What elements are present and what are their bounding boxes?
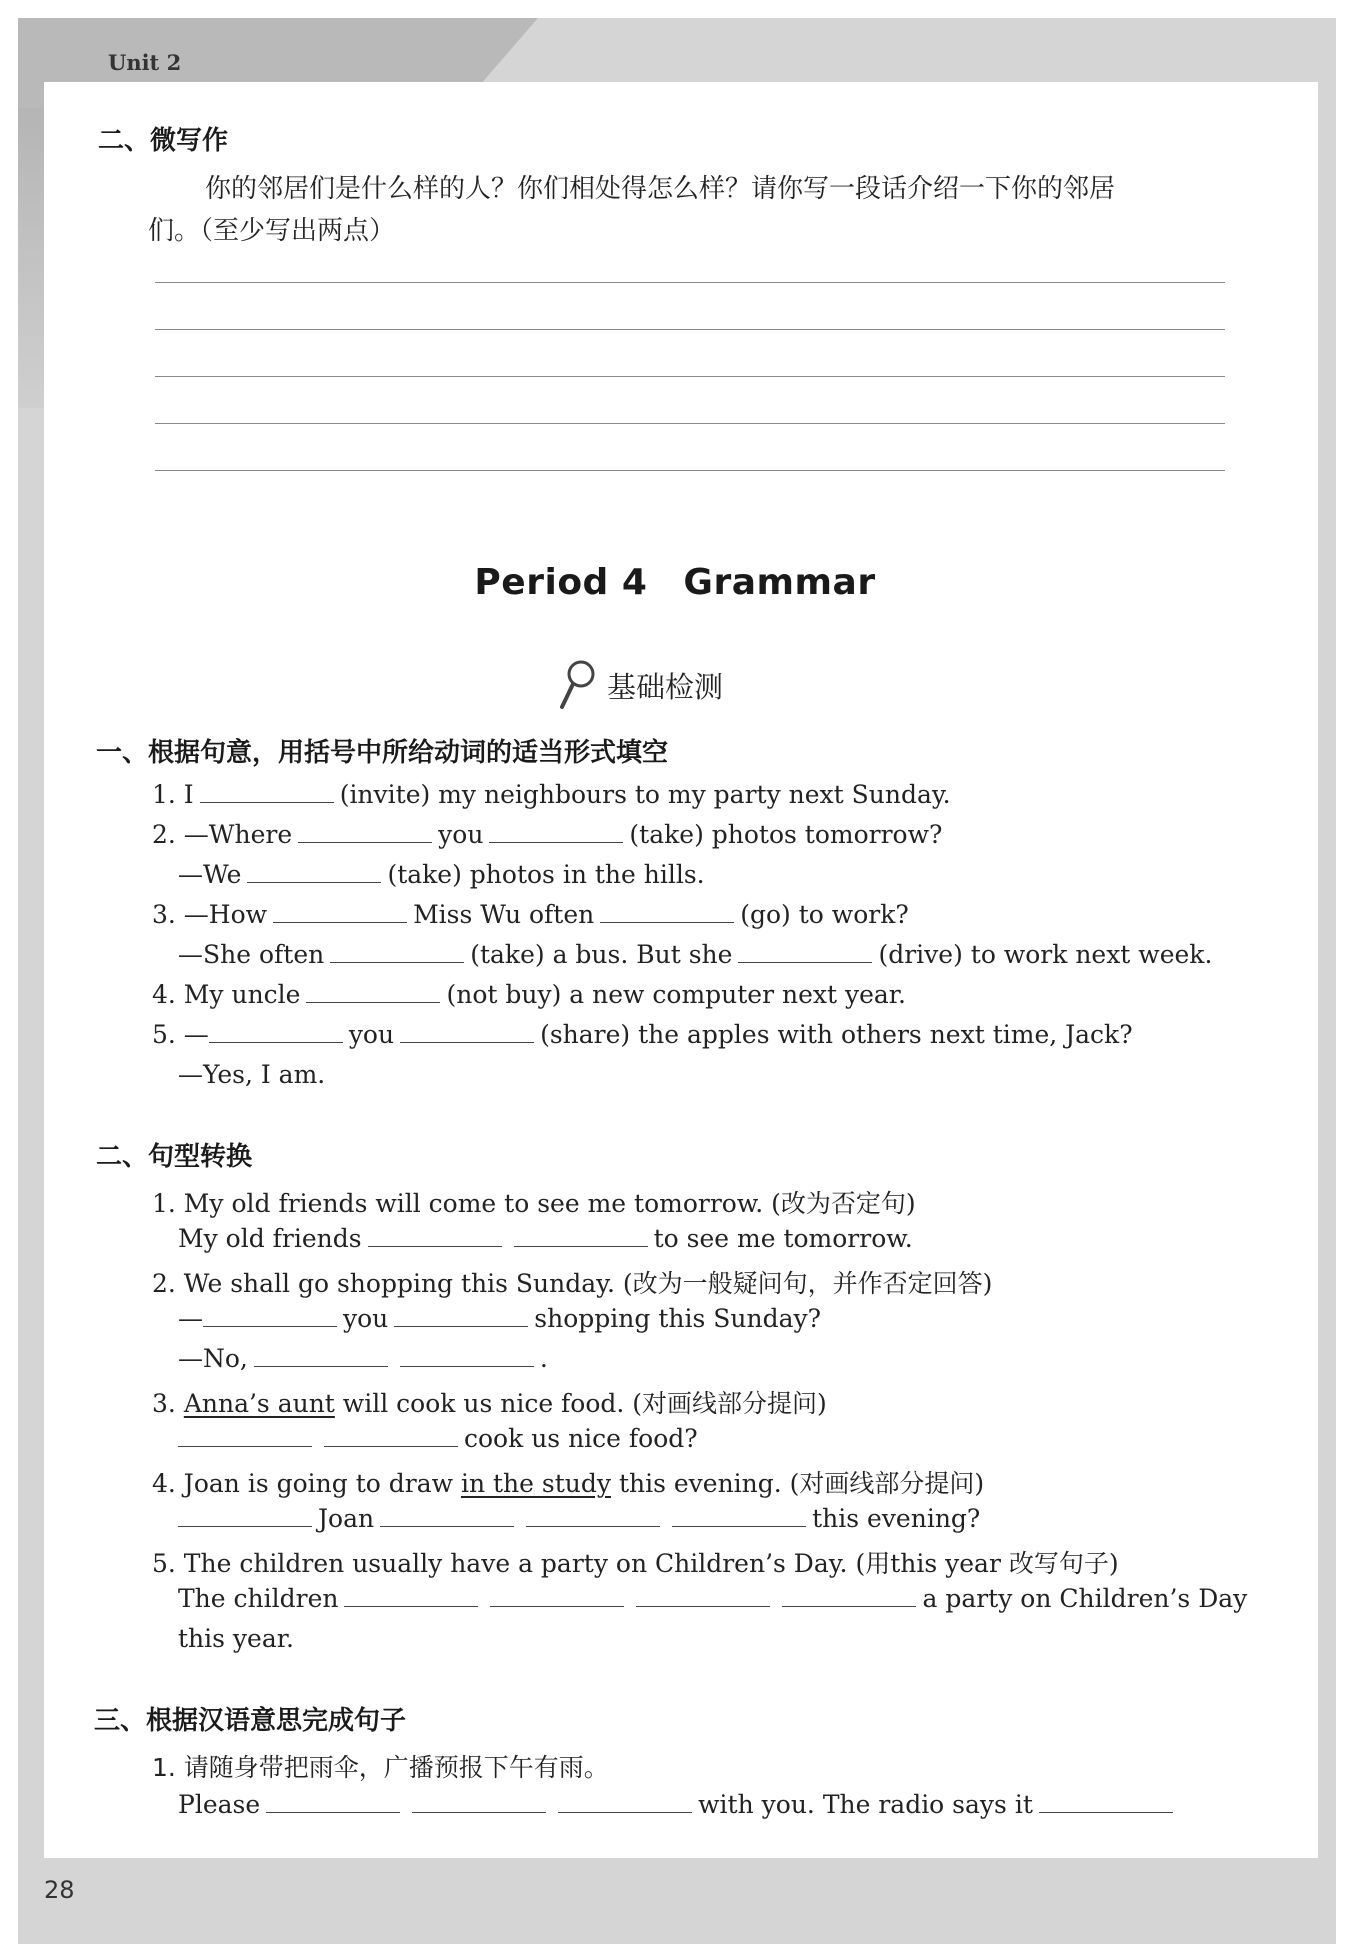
answer-blank[interactable]: [400, 1344, 534, 1367]
answer-blank[interactable]: [254, 1344, 388, 1367]
answer-blank[interactable]: [247, 860, 381, 883]
writing-line[interactable]: [155, 423, 1225, 424]
p1-q1: 1. I (invite) my neighbours to my party next Sunday.: [152, 780, 951, 809]
p2-q1-answer: My old friends to see me tomorrow.: [178, 1224, 913, 1253]
underlined-phrase: Anna’s aunt: [183, 1389, 335, 1418]
answer-blank[interactable]: [266, 1790, 400, 1813]
answer-blank[interactable]: [600, 900, 734, 923]
p2-q2: 2. We shall go shopping this Sunday. (改为一般疑问句，并作否定回答): [152, 1269, 993, 1298]
p3-q1: 1. 请随身带把雨伞，广播预报下午有雨。: [152, 1753, 609, 1782]
answer-blank[interactable]: [672, 1504, 806, 1527]
part1-heading: 一、根据句意，用括号中所给动词的适当形式填空: [96, 738, 669, 768]
p1-q3: 3. —How Miss Wu often (go) to work?: [152, 900, 909, 929]
p1-q2: 2. —Where you (take) photos tomorrow?: [152, 820, 943, 849]
p3-q1-answer: Please with you. The radio says it: [178, 1790, 1179, 1819]
p2-q5: 5. The children usually have a party on Children’s Day. (用this year 改写句子): [152, 1549, 1119, 1578]
p2-q1: 1. My old friends will come to see me tomorrow. (改为否定句): [152, 1189, 916, 1218]
period-number: Period 4: [474, 562, 648, 603]
p1-q2-reply: —We (take) photos in the hills.: [178, 860, 705, 889]
p1-q4: 4. My uncle (not buy) a new computer next year.: [152, 980, 906, 1009]
basic-check-heading: [555, 655, 723, 715]
writing-prompt-line1: 你的邻居们是什么样的人？你们相处得怎么样？请你写一段话介绍一下你的邻居: [205, 174, 1116, 204]
part2-heading: 二、句型转换: [96, 1142, 253, 1172]
answer-blank[interactable]: [209, 1020, 343, 1043]
writing-line[interactable]: [155, 282, 1225, 283]
writing-heading: 二、微写作: [98, 126, 229, 156]
p2-q5-answer-cont: this year.: [178, 1624, 294, 1653]
p1-q3-reply: —She often (take) a bus. But she (drive) to work next week.: [178, 940, 1213, 969]
writing-line[interactable]: [155, 329, 1225, 330]
period-topic: Grammar: [683, 562, 876, 603]
answer-blank[interactable]: [203, 1304, 337, 1327]
answer-blank[interactable]: [412, 1790, 546, 1813]
p1-q5-reply: —Yes, I am.: [178, 1060, 326, 1089]
answer-blank[interactable]: [330, 940, 464, 963]
p2-q4-answer: Joan this evening?: [178, 1504, 980, 1533]
p2-q3: 3. Anna’s aunt will cook us nice food. (对画线部分提问): [152, 1389, 827, 1418]
unit-label: Unit 2: [108, 50, 182, 75]
period-title: [0, 562, 1350, 603]
answer-blank[interactable]: [489, 820, 623, 843]
answer-blank[interactable]: [526, 1504, 660, 1527]
answer-blank[interactable]: [558, 1790, 692, 1813]
basic-check-label: 基础检测: [607, 669, 724, 704]
answer-blank[interactable]: [782, 1584, 916, 1607]
underlined-phrase: in the study: [460, 1469, 611, 1498]
writing-line[interactable]: [155, 376, 1225, 377]
p2-q2-answer: — you shopping this Sunday?: [178, 1304, 821, 1333]
answer-blank[interactable]: [273, 900, 407, 923]
writing-prompt-line2: 们。（至少写出两点）: [148, 216, 396, 246]
answer-blank[interactable]: [400, 1020, 534, 1043]
magnifier-icon: [555, 657, 599, 713]
p2-q2-no: —No, .: [178, 1344, 548, 1373]
answer-blank[interactable]: [1039, 1790, 1173, 1813]
answer-blank[interactable]: [514, 1224, 648, 1247]
answer-blank[interactable]: [298, 820, 432, 843]
answer-blank[interactable]: [490, 1584, 624, 1607]
part3-heading: 三、根据汉语意思完成句子: [94, 1706, 407, 1736]
answer-blank[interactable]: [324, 1424, 458, 1447]
writing-line[interactable]: [155, 470, 1225, 471]
answer-blank[interactable]: [306, 980, 440, 1003]
answer-blank[interactable]: [738, 940, 872, 963]
answer-blank[interactable]: [636, 1584, 770, 1607]
page-number: 28: [44, 1876, 75, 1904]
answer-blank[interactable]: [200, 780, 334, 803]
p1-q5: 5. — you (share) the apples with others next time, Jack?: [152, 1020, 1133, 1049]
answer-blank[interactable]: [344, 1584, 478, 1607]
answer-blank[interactable]: [368, 1224, 502, 1247]
p2-q3-answer: cook us nice food?: [178, 1424, 698, 1453]
answer-blank[interactable]: [178, 1504, 312, 1527]
answer-blank[interactable]: [394, 1304, 528, 1327]
answer-blank[interactable]: [380, 1504, 514, 1527]
answer-blank[interactable]: [178, 1424, 312, 1447]
p2-q4: 4. Joan is going to draw in the study this evening. (对画线部分提问): [152, 1469, 985, 1498]
p2-q5-answer: The children a party on Children’s Day: [178, 1584, 1248, 1613]
